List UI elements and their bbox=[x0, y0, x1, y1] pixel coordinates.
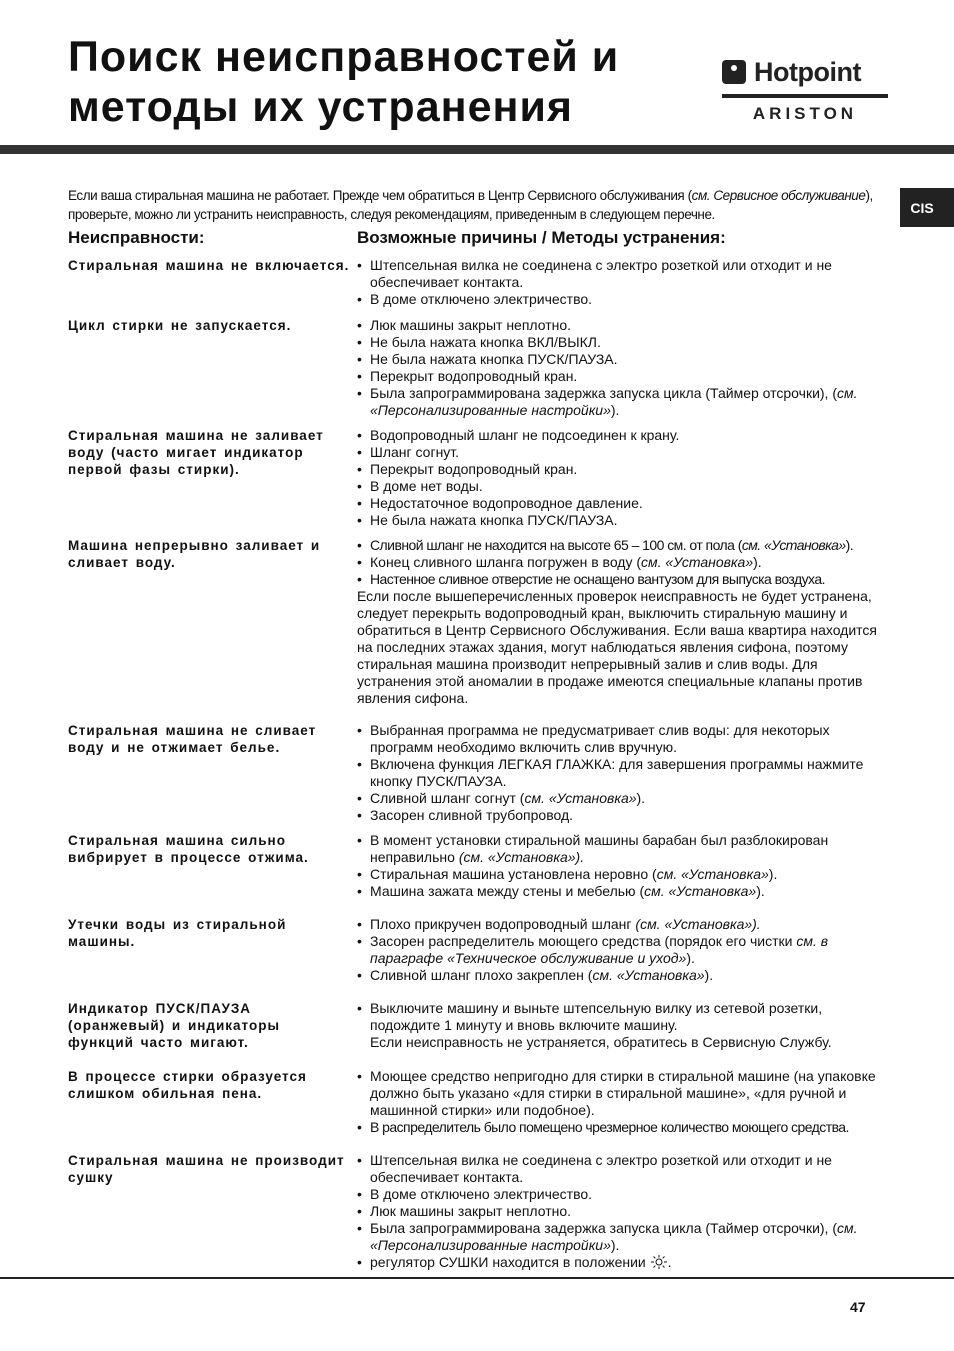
cause-reference: см. «Установка» bbox=[644, 883, 757, 899]
cause-item bbox=[357, 385, 887, 419]
cause-item: • В доме нет воды. bbox=[357, 478, 887, 495]
brand-primary: Hotpoint bbox=[754, 56, 861, 87]
problem-text: Машина непрерывно заливает и сливает воду. bbox=[68, 538, 321, 570]
cause-text: Плохо прикручен водопроводный шланг bbox=[370, 916, 636, 932]
cause-reference: см. «Персонализированные настройки» bbox=[370, 385, 858, 418]
problem-text: Цикл стирки не запускается. bbox=[68, 318, 292, 333]
cause-item bbox=[357, 933, 887, 967]
cause-item: • Засорен сливной трубопровод. bbox=[357, 807, 887, 824]
cause-list bbox=[357, 257, 887, 308]
cause-reference: (см. «Установка»). bbox=[635, 916, 761, 932]
language-tab: CIS bbox=[900, 188, 954, 227]
cause-reference: см. «Установка» bbox=[741, 537, 846, 553]
cause-text-end: ). bbox=[753, 554, 762, 570]
cause-list bbox=[357, 1000, 887, 1051]
cause-list bbox=[357, 722, 887, 824]
cause-list bbox=[357, 1068, 887, 1136]
cause-reference: см. «Установка» bbox=[592, 967, 705, 983]
cause-text-end: ). bbox=[636, 790, 646, 806]
cause-text: Засорен распределитель моющего средства (порядок его чистки bbox=[370, 933, 797, 949]
cause-note: Если после вышеперечисленных проверок неисправность не будет устранена, следует перекрыть водопроводный кран, выключить стиральную машину и обратиться в Центр Сервисного Обслуживания. Если ваша квартира находится на последних этажах здания, могут наблюдаться явления сифона, поэтому стиральная машина производит непрерывный залив и слив воды. Для устранения этой аномалии в продаже имеются специальные клапаны против явления сифона. bbox=[357, 588, 878, 706]
cause-text: Была запрограммирована задержка запуска цикла (Таймер отсрочки), ( bbox=[370, 1220, 837, 1236]
problem-text: Индикатор ПУСК/ПАУЗА (оранжевый) и индикаторы функций часто мигают. bbox=[68, 1001, 281, 1050]
cause-text: Сливной шланг плохо закреплен ( bbox=[370, 967, 593, 983]
cause-item: • Люк машины закрыт неплотно. bbox=[357, 317, 887, 334]
cause-text-end: . bbox=[667, 1254, 672, 1270]
cause-item: • В доме отключено электричество. bbox=[357, 1186, 887, 1203]
cause-item bbox=[357, 1220, 887, 1254]
cause-item: • В доме отключено электричество. bbox=[357, 291, 887, 308]
cause-text: Конец сливного шланга погружен в воду ( bbox=[370, 554, 642, 570]
cause-reference: см. в параграфе «Техническое обслуживание и уход» bbox=[370, 933, 829, 966]
header-rule bbox=[0, 145, 954, 154]
cause-item: • Штепсельная вилка не соединена с электро розеткой или отходит и не обеспечивает контакта. bbox=[357, 1152, 887, 1186]
cause-item: • Перекрыт водопроводный кран. bbox=[357, 368, 887, 385]
cause-item bbox=[357, 790, 887, 807]
cause-item: • В распределитель было помещено чрезмерное количество моющего средства. bbox=[357, 1119, 887, 1136]
problem-text: Стиральная машина не сливает воду и не отжимает белье. bbox=[68, 723, 317, 755]
cause-item bbox=[357, 967, 887, 984]
problem-text: Стиральная машина не производит сушку bbox=[68, 1153, 345, 1185]
cause-text-end: ). bbox=[686, 950, 695, 966]
problem-text: В процессе стирки образуется слишком обильная пена. bbox=[68, 1069, 307, 1101]
cause-text-end: ). bbox=[610, 402, 620, 418]
causes-heading: Возможные причины / Методы устранения: bbox=[357, 228, 726, 247]
cause-list bbox=[357, 427, 887, 529]
problem-text: Стиральная машина не заливает воду (часто мигает индикатор первой фазы стирки). bbox=[68, 428, 324, 477]
cause-text-end: ). bbox=[756, 883, 765, 899]
problem-text: Утечки воды из стиральной машины. bbox=[68, 917, 287, 949]
cause-list bbox=[357, 1152, 887, 1271]
cause-text-end: ). bbox=[845, 537, 854, 553]
cause-reference: см. «Установка» bbox=[641, 554, 754, 570]
problem-text: Стиральная машина не включается. bbox=[68, 258, 350, 273]
cause-reference: см. «Установка» bbox=[656, 866, 769, 882]
footer-rule bbox=[0, 1277, 954, 1279]
cause-item: • Не была нажата кнопка ПУСК/ПАУЗА. bbox=[357, 351, 887, 368]
hotpoint-logo-icon bbox=[722, 60, 746, 84]
problems-heading: Неисправности: bbox=[68, 228, 205, 247]
cause-text: В момент установки стиральной машины барабан был разблокирован неправильно bbox=[370, 832, 829, 865]
title-line-2: методы их устранения bbox=[68, 83, 573, 131]
cause-item: • Шланг согнут. bbox=[357, 444, 887, 461]
cause-list bbox=[357, 537, 887, 707]
cause-item: • Недостаточное водопроводное давление. bbox=[357, 495, 887, 512]
cause-text: Машина зажата между стены и мебелью ( bbox=[370, 883, 645, 899]
cause-item bbox=[357, 883, 887, 900]
cause-text: Стиральная машина установлена неровно ( bbox=[370, 866, 657, 882]
brand-logo bbox=[722, 54, 888, 126]
cause-reference: см. «Установка» bbox=[524, 790, 637, 806]
cause-note: Если неисправность не устраняется, обратитесь в Сервисную Службу. bbox=[370, 1034, 832, 1050]
intro-paragraph bbox=[68, 186, 883, 224]
dryer-sun-icon bbox=[650, 1255, 668, 1269]
cause-reference: (см. «Установка»). bbox=[458, 849, 585, 865]
cause-item: • Не была нажата кнопка ВКЛ/ВЫКЛ. bbox=[357, 334, 887, 351]
cause-item: • Выключите машину и выньте штепсельную вилку из сетевой розетки, подождите 1 минуту и вновь включите машину. bbox=[357, 1000, 887, 1034]
intro-text-2: ), проверьте, можно ли устранить неисправность, следуя рекомендациям, приведенным в следующем перечне. bbox=[68, 188, 873, 222]
page-title bbox=[68, 32, 708, 132]
cause-list bbox=[357, 916, 887, 984]
title-line-1: Поиск неисправностей и bbox=[68, 33, 620, 81]
cause-item bbox=[357, 554, 887, 571]
cause-item: • Перекрыт водопроводный кран. bbox=[357, 461, 887, 478]
cause-list bbox=[357, 832, 887, 900]
cause-text-end: ). bbox=[704, 967, 714, 983]
cause-item: • Штепсельная вилка не соединена с электро розеткой или отходит и не обеспечивает контакта. bbox=[357, 257, 887, 291]
cause-item: • Не была нажата кнопка ПУСК/ПАУЗА. bbox=[357, 512, 887, 529]
intro-reference: см. Сервисное обслуживание bbox=[691, 188, 866, 203]
cause-text: Сливной шланг согнут ( bbox=[370, 790, 525, 806]
cause-reference: см. «Персонализированные настройки» bbox=[370, 1220, 858, 1253]
cause-text-end: ). bbox=[768, 866, 778, 882]
cause-item: • Моющее средство непригодно для стирки в стиральной машине (на упаковке должно быть указано «для стирки в стиральной машине», «для ручной и машинной стирки» или подобное). bbox=[357, 1068, 887, 1119]
cause-item bbox=[357, 1254, 887, 1271]
page-number: 47 bbox=[850, 1299, 866, 1315]
cause-item: • Включена функция ЛЕГКАЯ ГЛАЖКА: для завершения программы нажмите кнопку ПУСК/ПАУЗА. bbox=[357, 756, 887, 790]
cause-text-end: ). bbox=[610, 1237, 620, 1253]
cause-item: • Выбранная программа не предусматривает слив воды: для некоторых программ необходимо включить слив вручную. bbox=[357, 722, 887, 756]
cause-list bbox=[357, 317, 887, 419]
cause-text: Сливной шланг не находится на высоте 65 – 100 см. от пола ( bbox=[370, 537, 742, 553]
cause-item: • Люк машины закрыт неплотно. bbox=[357, 1203, 887, 1220]
cause-item bbox=[357, 916, 887, 933]
cause-item bbox=[357, 537, 887, 554]
intro-text-1: Если ваша стиральная машина не работает. Прежде чем обратиться в Центр Сервисного обслуживания ( bbox=[68, 188, 692, 203]
cause-text: Была запрограммирована задержка запуска цикла (Таймер отсрочки), ( bbox=[370, 385, 837, 401]
cause-item bbox=[357, 832, 887, 866]
cause-text: регулятор СУШКИ находится в положении bbox=[370, 1254, 650, 1270]
cause-item: • Водопроводный шланг не подсоединен к крану. bbox=[357, 427, 887, 444]
logo-divider bbox=[722, 94, 888, 98]
cause-item: • Настенное сливное отверстие не оснащено вантузом для выпуска воздуха. bbox=[357, 571, 887, 588]
brand-secondary: ARISTON bbox=[752, 104, 858, 123]
cause-item bbox=[357, 866, 887, 883]
problem-text: Стиральная машина сильно вибрирует в процессе отжима. bbox=[68, 833, 309, 865]
